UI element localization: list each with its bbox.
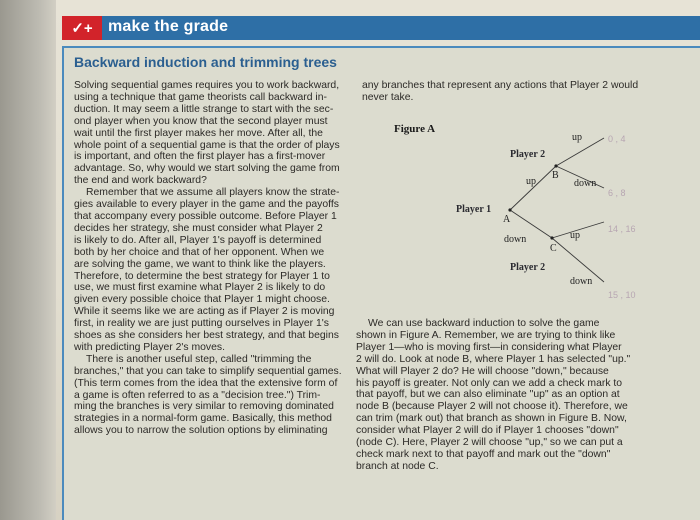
text-line: using a technique that game theorists call backward in- (74, 91, 327, 103)
left-paragraph-3 (74, 354, 346, 437)
right-column-bottom (356, 318, 656, 473)
payoff-b-up: 0 , 4 (608, 134, 626, 144)
text-line: (node C). Here, Player 2 will choose "up," so we can put a (356, 437, 623, 449)
text-line: branch at node C. (356, 460, 439, 472)
text-line: can trim (mark out) that branch as shown in Figure B. Now, (356, 413, 627, 425)
text-line: advantage. So, why would we start solving the game from (74, 163, 340, 175)
text-line: While it seems like we are acting as if Player 2 is moving (74, 306, 335, 318)
text-line: check mark next to that payoff and mark out the "down" (356, 448, 611, 460)
page-gutter-shadow (0, 0, 56, 520)
player-2-top-label: Player 2 (510, 149, 546, 160)
text-line: that payoff, but we can also eliminate "up" as an option at (356, 389, 620, 401)
text-line: duction. It may seem a little strange to start with the sec- (74, 103, 334, 115)
text-line: use, we must first examine what Player 2 is likely to do (74, 282, 326, 294)
section-heading: Backward induction and trimming trees (74, 54, 337, 70)
text-line: gies available to every player in the game and the payoffs (74, 199, 339, 211)
edge-c-up-label: up (570, 230, 580, 241)
text-line: consider what Player 2 will do if Player 1 chooses "down" (356, 425, 619, 437)
text-line: allows you to narrow the solution options by eliminating (74, 425, 328, 437)
text-line: What will Player 2 do? He will choose "down," because (356, 365, 609, 377)
payoff-c-up: 14 , 16 (608, 224, 636, 234)
edge-c-down-label: down (570, 276, 593, 287)
text-line: strategies in a normal-form game. Basically, this method (74, 413, 332, 425)
text-line: branches," that you can take to simplify sequential games. (74, 365, 342, 377)
node-a-dot (508, 208, 511, 211)
text-line: Therefore, to determine the best strategy for Player 1 to (74, 270, 330, 282)
text-line: both by her choice and that of her opponent. When we (74, 246, 325, 258)
text-line: given every possible choice that Player 1 might choose. (74, 294, 330, 306)
text-line: There is another useful step, called "trimming the (86, 353, 312, 365)
node-c-label: C (550, 243, 557, 254)
player-1-label: Player 1 (456, 204, 492, 215)
left-column (74, 80, 346, 437)
make-the-grade-banner (62, 16, 700, 40)
text-line: is important, and often the first player has a first-mover (74, 151, 326, 163)
text-line: Solving sequential games requires you to work backward, (74, 80, 340, 91)
text-line: Remember that we assume all players know the strate- (86, 187, 340, 199)
check-plus-icon: ✓+ (62, 16, 102, 40)
text-line: ming the branches is very similar to removing dominated (74, 401, 334, 413)
text-line: that accompany every possible outcome. Before Player 1 (74, 210, 337, 222)
edge-b-down-label: down (574, 178, 597, 189)
payoff-c-down: 15 , 10 (608, 290, 636, 300)
right-paragraph (356, 318, 656, 473)
text-line: shoes as she considers her best strategy, and that begins (74, 330, 339, 342)
text-line: ond player when you know that the second player must (74, 115, 328, 127)
text-line: are solving the game, we want to think like the players. (74, 258, 326, 270)
left-paragraph-2 (74, 187, 346, 354)
text-line: wait until the first player makes her move. After all, the (74, 127, 323, 139)
text-line: his payoff is greater. Not only can we add a check mark to (356, 377, 623, 389)
text-line: (This term comes from the idea that the extensive form of (74, 377, 338, 389)
text-line: node B (because Player 2 will not choose it). Therefore, we (356, 401, 628, 413)
banner-title: make the grade (108, 18, 229, 35)
node-a-label: A (503, 214, 511, 225)
text-line: never take. (362, 91, 414, 103)
node-b-dot (554, 164, 557, 167)
game-tree (380, 118, 680, 318)
edge-a-down-label: down (504, 234, 527, 245)
text-line: the end and work backward? (74, 175, 207, 187)
edge-b-up-label: up (572, 132, 582, 143)
text-line: We can use backward induction to solve the game (368, 318, 600, 329)
player-2-bottom-label: Player 2 (510, 262, 546, 273)
text-line: 2 will do. Look at node B, where Player 1 has selected "up." (356, 353, 631, 365)
payoff-b-down: 6 , 8 (608, 188, 626, 198)
left-paragraph-1 (74, 80, 346, 187)
text-line: whole point of a sequential game is that the order of plays (74, 139, 340, 151)
figure-a (380, 118, 680, 318)
text-line: shown in Figure A. Remember, we are trying to think like (356, 329, 616, 341)
node-c-dot (550, 236, 553, 239)
text-line: Player 1—who is moving first—in considering what Player (356, 341, 622, 353)
text-line: a game is often referred to as a "decision tree.") Trim- (74, 389, 321, 401)
right-column-top (362, 80, 662, 104)
branch-a-up (510, 166, 556, 210)
text-line: with predicting Player 2's moves. (74, 341, 225, 353)
text-line: is likely to do. After all, Player 1's payoff is determined (74, 234, 322, 246)
text-line: first, in reality we are just putting ourselves in Player 1's (74, 318, 329, 330)
figure-title: Figure A (394, 123, 436, 135)
text-line: decides her strategy, she must consider what Player 2 (74, 222, 323, 234)
node-b-label: B (552, 170, 559, 181)
edge-a-up-label: up (526, 176, 536, 187)
text-line: any branches that represent any actions that Player 2 would (362, 80, 639, 91)
